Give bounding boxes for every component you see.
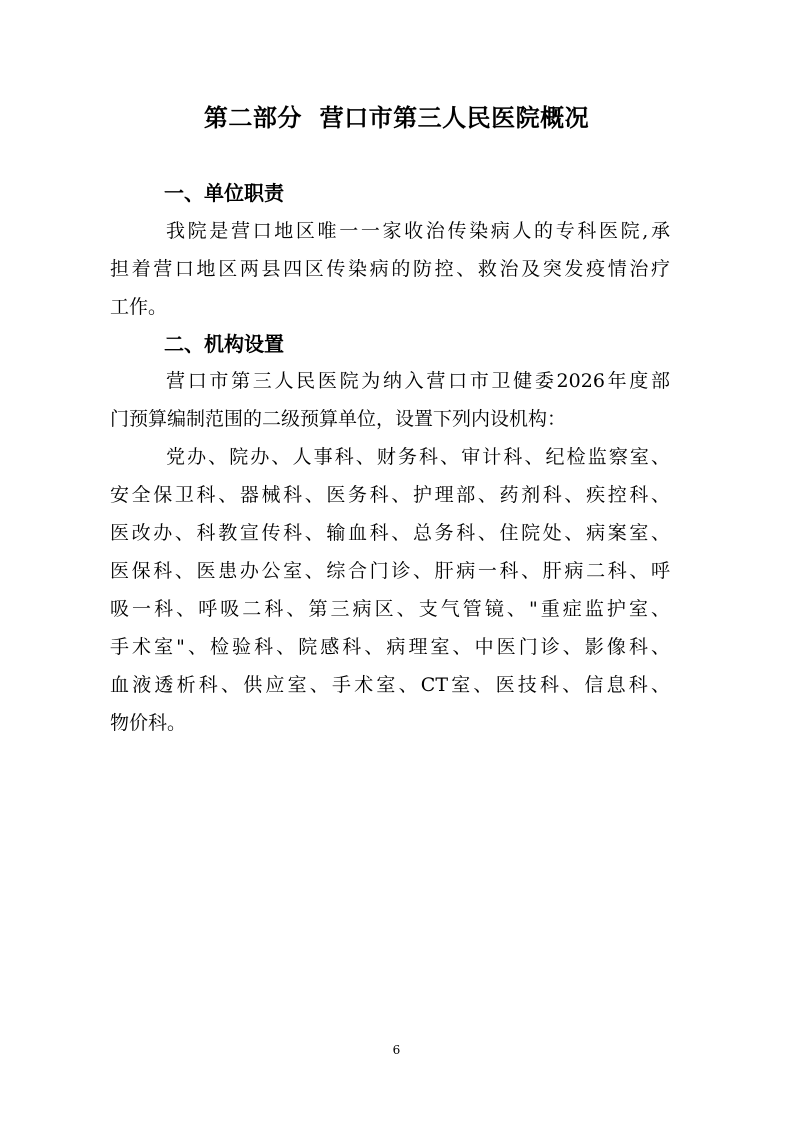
list-line: 医改办、科教宣传科、输血科、总务科、住院处、病案室、 xyxy=(110,522,670,544)
list-line: 吸一科、呼吸二科、第三病区、支气管镜、"重症监护室、 xyxy=(110,598,670,620)
list-line: 物价科。 xyxy=(110,712,187,734)
paragraph-line: 担着营口地区两县四区传染病的防控、救治及突发疫情治疗 xyxy=(110,258,670,280)
list-line: 安全保卫科、器械科、医务科、护理部、药剂科、疾控科、 xyxy=(110,484,670,506)
list-line: 手术室"、检验科、院感科、病理室、中医门诊、影像科、 xyxy=(110,636,670,658)
section-heading-unit-duties: 一、单位职责 xyxy=(164,181,284,205)
page-title: 第二部分 营口市第三人民医院概况 xyxy=(203,104,590,132)
paragraph-line: 营口市第三人民医院为纳入营口市卫健委2026年度部 xyxy=(166,370,670,392)
list-line: 党办、院办、人事科、财务科、审计科、纪检监察室、 xyxy=(166,446,670,468)
section-intro-org-setup xyxy=(110,362,670,438)
list-line: 血液透析科、供应室、手术室、CT室、医技科、信息科、 xyxy=(110,674,670,696)
paragraph-line: 工作。 xyxy=(110,296,168,318)
section-heading-org-setup: 二、机构设置 xyxy=(164,332,284,356)
section-body-unit-duties xyxy=(110,212,670,326)
page-number: 6 xyxy=(392,1043,401,1057)
list-line: 医保科、医患办公室、综合门诊、肝病一科、肝病二科、呼 xyxy=(110,560,670,582)
paragraph-line: 我院是营口地区唯一一家收治传染病人的专科医院,承 xyxy=(166,220,670,242)
department-list xyxy=(110,438,670,742)
paragraph-line: 门预算编制范围的二级预算单位，设置下列内设机构： xyxy=(110,408,567,430)
